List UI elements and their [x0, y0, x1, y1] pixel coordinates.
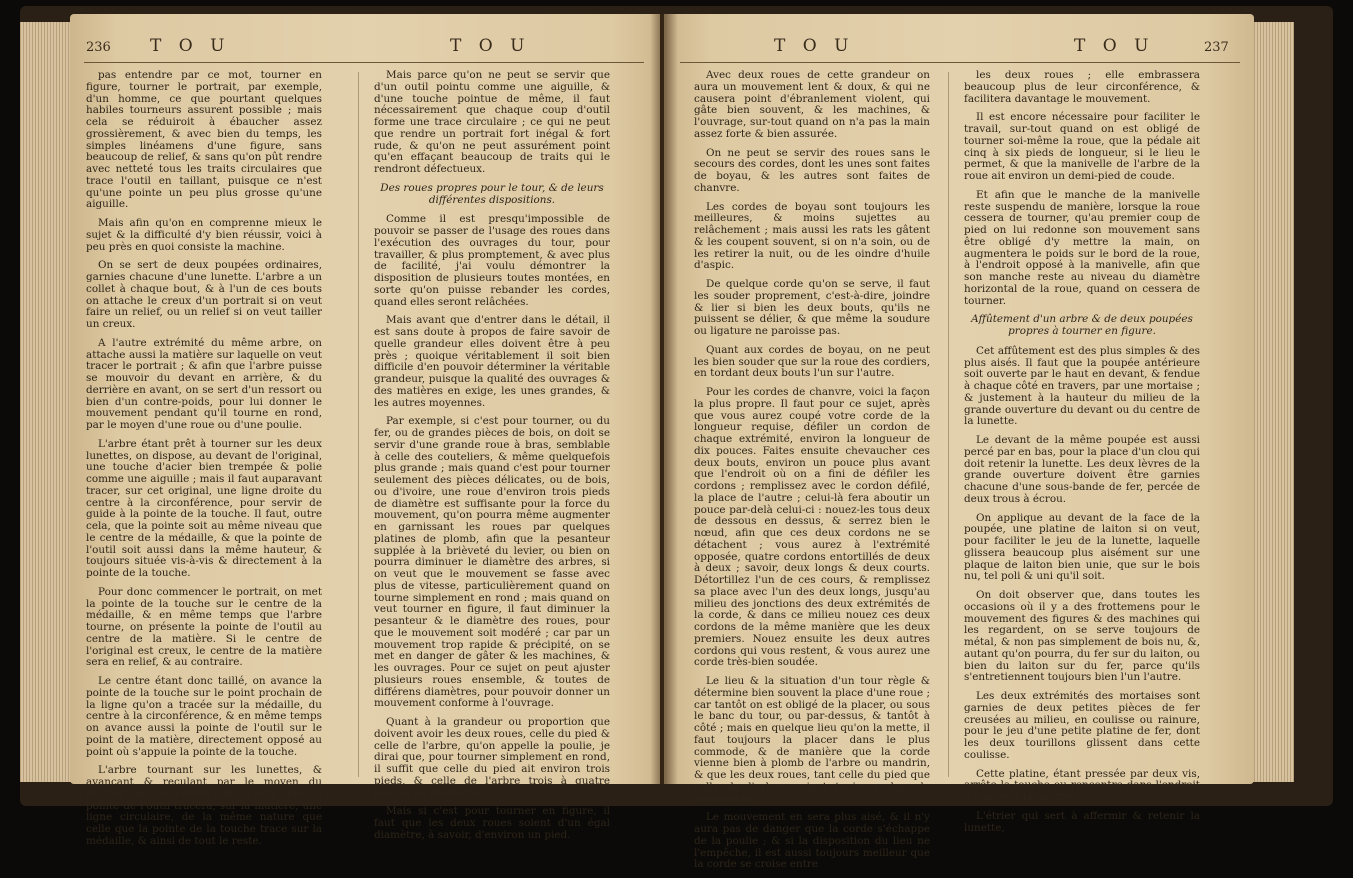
right-page-column-1	[694, 70, 930, 878]
paragraph: Mais afin qu'on en comprenne mieux le sujet & la difficulté d'y bien réussir, voici à peu près en quoi consiste la machine.	[86, 217, 322, 253]
paragraph: Les deux extrémités des mortaises sont garnies de deux petites pièces de fer creusées au milieu, en coulisse ou rainure, pour le jeu d'une petite platine de fer, dont les deux tourillons glissent dans cette coulisse.	[964, 690, 1200, 761]
paragraph: Par exemple, si c'est pour tourner, ou du fer, ou de grandes pièces de bois, on doit se servir d'une grande roue à bras, semblable à celle des couteliers, & même quelquefois plus grande ; mais quand c'est pour tourner seulement des pièces délicates, ou de bois, ou d'ivoire, une roue d'environ trois pieds de diamètre est suffisante pour la force du mouvement, qu'on pourra même augmenter en garnissant les roues par quelques platines de plomb, afin que la pesanteur supplée à la brièveté du levier, ou bien on pourra diminuer le diamètre des arbres, si on veut que le mouvement se fasse avec plus de vitesse, particulièrement quand on tourne simplement en rond ; mais quand on veut tourner en figure, il faut diminuer la pesanteur & le diamètre des roues, pour que le mouvement soit modéré ; car par un mouvement trop rapide & précipité, on se met en danger de gâter & les machines, & les ouvrages. Pour ce sujet on peut ajuster plusieurs roues ensemble, & toutes de différens diamètres, pour pouvoir donner un mouvement conforme à l'ouvrage.	[374, 415, 610, 710]
paragraph: Pour les cordes de chanvre, voici la façon la plus propre. Il faut pour ce sujet, après que vous aurez coupé votre corde de la longueur requise, défiler un cordon de chaque extrémité, environ la longueur de dix pouces. Faites ensuite chevaucher ces deux bouts, environ un pouce plus avant que l'endroit où on a fini de défiler les cordons ; remplissez avec le cordon défilé, la place de l'autre ; celui-là fera aboutir un pouce par-delà celui-ci : nouez-les tous deux de dessous en dessus, & serrez bien le nœud, afin que ces deux cordons ne se détachent ; vous aurez à l'extrémité opposée, quatre cordons entortillés de deux à deux ; savoir, deux longs & deux courts. Détortillez l'un de ces cours, & remplissez sa place avec l'un des deux longs, jusqu'au milieu des jonctions des deux extrémités de la corde, & dans ce milieu nouez ces deux cordons de la même manière que les deux premiers. Nouez ensuite les deux autres cordons qui vous restent, & vous aurez une corde très-bien soudée.	[694, 386, 930, 669]
right-page-column-2	[964, 70, 1200, 841]
paragraph: On doit observer que, dans toutes les occasions où il y a des frottemens pour le mouvement des figures & des machines qui les regardent, on se serve toujours de métal, & non pas simplement de bois nu, &, autant qu'on pourra, du fer sur du laiton, ou bien du laiton sur du fer, parce qu'ils s'entretiennent toujours bien l'un l'autre.	[964, 589, 1200, 684]
left-page-edges	[20, 22, 72, 782]
book-gutter	[650, 14, 678, 784]
section-heading: Affûtement d'un arbre & de deux poupées propres à tourner en figure.	[971, 313, 1193, 337]
paragraph: L'étrier qui sert à affermir & retenir la lunette,	[964, 809, 1200, 834]
paragraph: Le centre étant donc taillé, on avance la pointe de la touche sur le point prochain de la ligne qu'on a tracée sur la médaille, du centre à la circonférence, & en même temps on avance aussi la pointe de l'outil sur le point de la matière, directement opposé au point où s'appuie la pointe de la touche.	[86, 675, 322, 758]
paragraph: Mais avant que d'entrer dans le détail, il est sans doute à propos de faire savoir de quelle grandeur elles doivent être à peu près ; quoique véritablement il soit bien difficile d'en pouvoir déterminer la véritable grandeur, puisque la qualité des ouvrages & des matières en exige, les unes grandes, & les autres moyennes.	[374, 314, 610, 409]
paragraph: Mais parce qu'on ne peut se servir que d'un outil pointu comme une aiguille, & d'une touche pointue de même, il faut nécessairement que chaque coup d'outil forme une trace circulaire ; ce qui ne peut que rendre un portrait fort inégal & fort rude, & qu'on ne peut assurément point qu'en effaçant beaucoup de traits qui le rendront défectueux.	[374, 69, 610, 175]
paragraph: Cette platine, étant pressée par deux vis, arrête la touche ou rencontre dans l'endroit où on veut la mettre.	[964, 767, 1200, 803]
paragraph: Il est encore nécessaire pour faciliter le travail, sur-tout quand on est obligé de tourner soi-même la roue, que la pédale ait cinq à six pieds de longueur, si le lieu le permet, & que la manivelle de l'arbre de la roue ait environ un demi-pied de coude.	[964, 111, 1200, 182]
section-heading: Des roues propres pour le tour, & de leurs différentes dispositions.	[380, 181, 604, 206]
paragraph: A l'autre extrémité du même arbre, on attache aussi la matière sur laquelle on veut tracer le portrait ; & afin que l'arbre puisse se mouvoir du devant en arrière, & du derrière en avant, on se sert d'un ressort ou bien d'un contre-poids, pour lui donner le mouvement pendant qu'il tourne en rond, par le moyen d'une roue ou d'une poulie.	[86, 336, 322, 431]
paragraph: Mais si c'est pour tourner en figure, il faut que les deux roues soient d'un égal diamètre, à savoir, d'environ un pied.	[374, 805, 610, 841]
running-head-left-1: T O U	[150, 36, 231, 56]
paragraph: Quant à la grandeur ou proportion que doivent avoir les deux roues, celle du pied & celle de l'arbre, qu'on appelle la poulie, je dirai que, pour tourner simplement en rond, il suffit que celle du pied ait environ trois pieds, & celle de l'arbre trois à quatre pouces de diamètre.	[374, 716, 610, 799]
paragraph: Pour donc commencer le portrait, on met la pointe de la touche sur le centre de la médaille, & en même temps que l'arbre tourne, on présente la pointe de l'outil au centre de la matière. Si le centre de l'original est creux, le centre de la matière sera en relief, & au contraire.	[86, 585, 322, 669]
paragraph: On se sert de deux poupées ordinaires, garnies chacune d'une lunette. L'arbre a un collet à chaque bout, & à l'un de ces bouts on attache le creux d'un portrait si on veut faire un relief, ou un relief si on veut tailler un creux.	[86, 259, 322, 330]
running-head-left-2: T O U	[450, 36, 531, 56]
paragraph: Et afin que le manche de la manivelle reste suspendu de manière, lorsque la roue cessera de tourner, qu'au premier coup de pied on lui redonne son mouvement sans être obligé d'y mettre la main, on augmentera le poids sur le bord de la roue, à l'endroit opposé à la manivelle, afin que son manche reste au niveau du diamètre horizontal de la roue, quand on cessera de tourner.	[964, 188, 1200, 307]
paragraph: Avec deux roues de cette grandeur on aura un mouvement lent & doux, & qui ne causera point d'ébranlement violent, qui gâte bien souvent, & les machines, & l'ouvrage, sur-tout quand on n'a pas la main assez forte & bien assurée.	[694, 69, 930, 140]
paragraph: Les cordes de boyau sont toujours les meilleures, & moins sujettes au relâchement ; mais aussi les rats les gâtent & les coupent souvent, si on n'a soin, ou de les retirer la nuit, ou de les oindre d'huile d'aspic.	[694, 200, 930, 272]
right-page	[664, 14, 1254, 871]
header-rule-right	[680, 62, 1240, 63]
paragraph: Comme il est presqu'impossible de pouvoir se passer de l'usage des roues dans l'exécution des ouvrages du tour, pour travailler, & plus promptement, & avec plus de facilité, j'ai voulu démontrer la disposition de plusieurs toutes montées, en sorte qu'on puisse rebander les cordes, quand elles seront relâchées.	[374, 213, 610, 308]
column-divider-right	[948, 72, 949, 777]
paragraph: les deux roues ; elle embrassera beaucoup plus de leur circonférence, & facilitera davantage le mouvement.	[964, 69, 1200, 105]
paragraph: pas entendre par ce mot, tourner en figure, tourner le portrait, par exemple, d'un homme, ce que pourtant quelques habiles tourneurs assurent possible ; mais cela se réduiroit à ébaucher assez grossièrement, & avec bien du temps, les simples linéamens d'une figure, sans beaucoup de relief, & sans qu'on pût rendre avec netteté tous les traits circulaires que trace l'outil en taillant, puisque ce n'est qu'une pointe un peu plus grosse qu'une aiguille.	[86, 69, 322, 211]
left-page-column-2	[374, 70, 610, 849]
header-rule-left	[84, 62, 644, 63]
page-number-right: 237	[1204, 40, 1229, 55]
paragraph: On ne peut se servir des roues sans le secours des cordes, dont les unes sont faites de boyau, & les autres sont faites de chanvre.	[694, 146, 930, 194]
paragraph: Quant aux cordes de boyau, on ne peut les bien souder que sur la roue des cordiers, en tordant deux bouts l'un sur l'autre.	[694, 343, 930, 380]
paragraph: Le mouvement en sera plus aisé, & il n'y aura pas de danger que la corde s'échappe de la poulie ; & si la disposition du lieu ne l'empêche, il est aussi toujours meilleur que la corde se croise entre	[694, 811, 930, 871]
left-page-column-1	[86, 70, 322, 855]
page-number-left: 236	[86, 40, 111, 55]
left-page	[70, 14, 660, 847]
running-head-right-1: T O U	[774, 36, 855, 56]
paragraph: Cet affûtement est des plus simples & des plus aisés. Il faut que la poupée antérieure soit ouverte par le haut en devant, & fendue à chaque côté en travers, par une mortaise ; & justement à la hauteur du milieu de la grande ouverture du devant ou du centre de la lunette.	[964, 344, 1200, 428]
column-divider-left	[358, 72, 359, 777]
paragraph: L'arbre tournant sur les lunettes, & avançant & reculant par le moyen du ressort ou du contre-poids, fera que la pointe de l'outil tracera, sur la matière, une ligne circulaire, de la même nature que celle que la pointe de la touche trace sur la médaille, & ainsi de tout le reste.	[86, 764, 322, 847]
paragraph: De quelque corde qu'on se serve, il faut les souder proprement, c'est-à-dire, joindre & lier si bien les deux bouts, qu'ils ne puissent se délier, & que même la soudure ou ligature ne paroisse pas.	[694, 278, 930, 337]
paragraph: L'arbre étant prêt à tourner sur les deux lunettes, on dispose, au devant de l'original, une touche d'acier bien trempée & polie comme une aiguille ; mais il faut auparavant tracer, sur cet original, une ligne droite du centre à la circonférence, pour servir de guide à la pointe de la touche. Il faut, outre cela, que la pointe soit au même niveau que le centre de la médaille, & que la pointe de l'outil soit aussi dans la même hauteur, & toujours située vis-à-vis & directement à la pointe de la touche.	[86, 437, 322, 579]
paragraph: Le devant de la même poupée est aussi percé par en bas, pour la place d'un clou qui doit retenir la lunette. Les deux lèvres de la grande ouverture doivent être garnies chacune d'une sous-bande de fer, percée de deux trous à écrou.	[964, 434, 1200, 505]
paragraph: On applique au devant de la face de la poupée, une platine de laiton si on veut, pour faciliter le jeu de la lunette, laquelle glissera beaucoup plus aisément sur une plaque de laiton bien unie, que sur le bois nu, tel poli & uni qu'il soit.	[964, 511, 1200, 583]
running-head-right-2: T O U	[1074, 36, 1155, 56]
paragraph: Le lieu & la situation d'un tour règle & détermine bien souvent la place d'une roue ; car tantôt on est obligé de la placer, ou sous le banc du tour, ou par-dessus, & tantôt à côté ; mais en quelque lieu qu'on la mette, il faut toujours la placer dans le plus commode, & de manière que la corde vienne bien à plomb de l'arbre ou mandrin, & que les deux roues, tant celle du pied que celle de l'arbre, soient toujours dans le même plan.	[694, 675, 930, 805]
